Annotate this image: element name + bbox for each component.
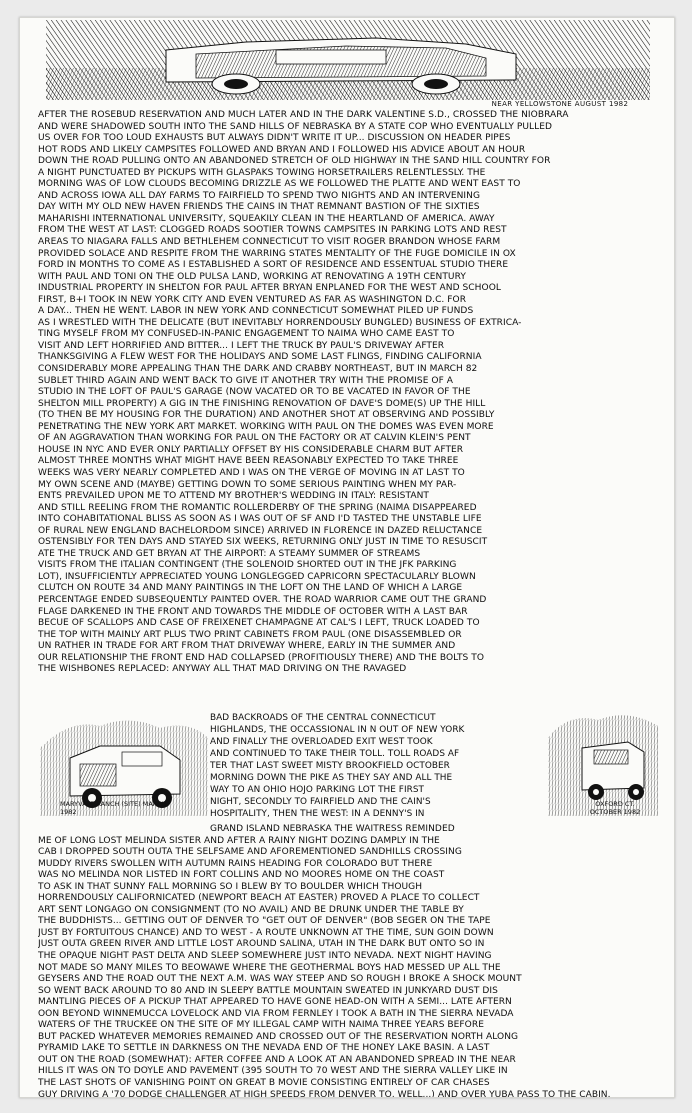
text-line: DOWN THE ROAD PULLING ONTO AN ABANDONED STRETCH OF OLD HIGHWAY IN THE SAND HILL COUNTRY FOR [38,156,551,167]
text-line: THE TOP WITH MAINLY ART PLUS TWO PRINT CABINETS FROM PAUL (ONE DISASSEMBLED OR [38,629,462,640]
text-line: OF RURAL NEW ENGLAND BACHELORDOM SINCE) ARRIVED IN FLORENCE IN DAZED RELUCTANCE [38,525,483,536]
text-line: PERCENTAGE ENDED SUBSEQUENTLY PAINTED OVER. THE ROAD WARRIOR CAME OUT THE GRAND [38,594,487,605]
text-line: VISITS FROM THE ITALIAN CONTINGENT (THE SOLENOID SHORTED OUT IN THE JFK PARKING [38,560,457,571]
text-line: MANTLING PIECES OF A PICKUP THAT APPEARED TO HAVE GONE HEAD-ON WITH A SEMI... LATE AFTERN [38,997,512,1008]
text-line: ME OF LONG LOST MELINDA SISTER AND AFTER A RAINY NIGHT DOZING DAMPLY IN THE [38,835,440,846]
text-line: SHELTON MILL PROPERTY) A GIG IN THE FINISHING RENOVATION OF DAVE'S DOME(S) UP THE HILL [38,398,486,409]
text-line: HOT RODS AND LIKELY CAMPSITES FOLLOWED AND BRYAN AND I FOLLOWED HIS ADVICE ABOUT AN HOUR [38,144,526,155]
text-line: ART SENT LONGAGO ON CONSIGNMENT (TO NO AVAIL) AND BE DRUNK UNDER THE TABLE BY [38,904,464,915]
text-line: WITH PAUL AND TONI ON THE OLD PULSA LAND, WORKING AT RENOVATING A 19TH CENTURY [38,271,466,282]
text-line: OF AN AGGRAVATION THAN WORKING FOR PAUL ON THE FACTORY OR AT CALVIN KLEIN'S PENT [38,433,471,444]
text-block-top [38,110,658,676]
text-line: TING MYSELF FROM MY CONFUSED-IN-PANIC ENGAGEMENT TO NAIMA WHO CAME EAST TO [38,329,455,340]
text-line: THE WISHBONES REPLACED: ANYWAY ALL THAT MAD DRIVING ON THE RAVAGED [38,664,407,675]
text-line: ATE THE TRUCK AND GET BRYAN AT THE AIRPORT: A STEAMY SUMMER OF STREAMS [38,548,421,559]
text-line: GEYSERS AND THE ROAD OUT THE NEXT A.M. WAS WAY STEEP AND SO ROUGH I BROKE A SHOCK MOUNT [38,974,522,985]
header-truck-drawing [46,20,650,100]
text-line: GUY DRIVING A '70 DODGE CHALLENGER AT HIGH SPEEDS FROM DENVER TO, WELL...) AND OVER YUBA PASS TO THE CABIN. [38,1089,611,1098]
text-line: STUDIO IN THE LOFT OF PAUL'S GARAGE (NOW VACATED OR TO BE VACATED IN FAVOR OF THE [38,387,471,398]
text-line: SO WENT BACK AROUND TO 80 AND IN SLEEPY BATTLE MOUNTAIN SWEATED IN JUNKYARD DUST DIS [38,985,498,996]
text-line: MORNING WAS OF LOW CLOUDS BECOMING DRIZZLE AS WE FOLLOWED THE PLATTE AND WENT EAST TO [38,179,521,190]
text-block-middle [210,712,540,820]
text-line: SUBLET THIRD AGAIN AND WENT BACK TO GIVE IT ANOTHER TRY WITH THE PROMISE OF A [38,375,454,386]
text-line: THE OPAQUE NIGHT PAST DELTA AND SLEEP SOMEWHERE JUST INTO NEVADA. NEXT NIGHT HAVING [38,951,492,962]
text-line: FLAGE DARKENED IN THE FRONT AND TOWARDS THE MIDDLE OF OCTOBER WITH A LAST BAR [38,606,468,617]
text-line: WEEKS WAS VERY NEARLY COMPLETED AND I WAS ON THE VERGE OF MOVING IN AT LAST TO [38,467,465,478]
text-line: ALMOST THREE MONTHS WHAT MIGHT HAVE BEEN REASONABLY EXPECTED TO TAKE THREE [38,456,459,467]
text-line: JUST BY FORTUITOUS CHANCE) AND TO WEST - A ROUTE UNKNOWN AT THE TIME, SUN GOIN DOWN [38,927,494,938]
text-line: AND CONTINUED TO TAKE THEIR TOLL. TOLL ROADS AF [210,749,460,759]
text-line: WAS NO MELINDA NOR LISTED IN FORT COLLINS AND NO MOORES HOME ON THE COAST [38,870,445,881]
text-line: NIGHT, SECONDLY TO FAIRFIELD AND THE CAIN'S [210,797,431,807]
left-sketch-caption: MARYVALE RANCH (SITE) MARCH 1982 [60,800,167,816]
text-line: MY OWN SCENE AND (MAYBE) GETTING DOWN TO SOME SERIOUS PAINTING WHEN MY PAR- [38,479,457,490]
text-line: JUST OUTA GREEN RIVER AND LITTLE LOST AROUND SALINA, UTAH IN THE DARK BUT ONTO SO IN [38,939,485,950]
text-line: A NIGHT PUNCTUATED BY PICKUPS WITH GLASPAKS TOWING HORSETRAILERS RELENTLESSLY. THE [38,167,486,178]
text-line: AND WERE SHADOWED SOUTH INTO THE SAND HILLS OF NEBRASKA BY A STATE COP WHO EVENTUALLY PULLED [38,121,552,132]
text-line: GRAND ISLAND NEBRASKA THE WAITRESS REMINDED [210,824,455,834]
text-line: CLUTCH ON ROUTE 34 AND MANY PAINTINGS IN THE LOFT ON THE LAND OF WHICH A LARGE [38,583,463,594]
text-line: PENETRATING THE NEW YORK ART MARKET. WORKING WITH PAUL ON THE DOMES WAS EVEN MORE [38,421,494,432]
text-line: AREAS TO NIAGARA FALLS AND BETHLEHEM CONNECTICUT TO VISIT ROGER BRANDON WHOSE FARM [38,237,501,248]
text-line: AFTER THE ROSEBUD RESERVATION AND MUCH LATER AND IN THE DARK VALENTINE S.D., CROSSED THE NIOBRARA [38,110,569,120]
text-line: OUR RELATIONSHIP THE FRONT END HAD COLLAPSED (PROFITIOUSLY THERE) AND THE BOLTS TO [38,652,485,663]
text-line: DAY WITH MY OLD NEW HAVEN FRIENDS THE CAINS IN THAT REMNANT BASTION OF THE SIXTIES [38,202,480,213]
text-line: CAB I DROPPED SOUTH OUTA THE SELFSAME AND AFOREMENTIONED SANDHILLS CROSSING [38,847,462,858]
text-line: BUT PACKED WHATEVER MEMORIES REMAINED AND CROSSED OUT OF THE RESERVATION NORTH ALONG [38,1031,519,1042]
text-line: AND ACROSS IOWA ALL DAY FARMS TO FAIRFIELD TO SPEND TWO NIGHTS AND AN INTERVENING [38,190,481,201]
header-caption: NEAR YELLOWSTONE AUGUST 1982 [491,100,629,108]
text-line: FIRST, B+I TOOK IN NEW YORK CITY AND EVEN VENTURED AS FAR AS WASHINGTON D.C. FOR [38,294,467,305]
text-line: OON BEYOND WINNEMUCCA LOVELOCK AND VIA FROM FERNLEY I TOOK A BATH IN THE SIERRA NEVADA [38,1008,514,1019]
text-line: HORRENDOUSLY CALIFORNICATED (NEWPORT BEACH AT EASTER) PROVED A PLACE TO COLLECT [38,893,480,904]
text-line: NOT MADE SO MANY MILES TO BEOWAWE WHERE THE GEOTHERMAL BOYS HAD MESSED UP ALL THE [38,962,501,973]
text-line: UN RATHER IN TRADE FOR ART FROM THAT DRIVEWAY WHERE, EARLY IN THE SUMMER AND [38,641,456,652]
text-line: FORD IN MONTHS TO COME AS I ESTABLISHED A SORT OF RESIDENCE AND ESSENTUAL STUDIO THERE [38,260,509,271]
text-line: AND FINALLY THE OVERLOADED EXIT WEST TOOK [210,737,433,747]
right-sketch-caption: OXFORD CT. OCTOBER 1982 [589,800,641,816]
text-line: HIGHLANDS, THE OCCASSIONAL IN N OUT OF NEW YORK [210,725,465,735]
text-line: THANKSGIVING A FLEW WEST FOR THE HOLIDAYS AND SOME LAST FLINGS, FINDING CALIFORNIA [38,352,482,363]
text-line: PYRAMID LAKE TO SETTLE IN DARKNESS ON THE NEVADA END OF THE HONEY LAKE BASIN. A LAST [38,1043,490,1054]
text-line: THE BUDDHISTS... GETTING OUT OF DENVER TO "GET OUT OF DENVER" (BOB SEGER ON THE TAPE [38,916,491,927]
text-line: VISIT AND LEFT HORRIFIED AND BITTER... I LEFT THE TRUCK BY PAUL'S DRIVEWAY AFTER [38,340,445,351]
text-line: MAHARISHI INTERNATIONAL UNIVERSITY, SQUEAKILY CLEAN IN THE HEARTLAND OF AMERICA. AWAY [38,213,495,224]
text-line: MORNING DOWN THE PIKE AS THEY SAY AND ALL THE [210,773,453,783]
text-line: MUDDY RIVERS SWOLLEN WITH AUTUMN RAINS HEADING FOR COLORADO BUT THERE [38,858,433,869]
text-line: HILLS IT WAS ON TO DOYLE AND PAVEMENT (395 SOUTH TO 70 WEST AND THE SIERRA VALLEY LIKE IN [38,1066,508,1077]
text-line: FROM THE WEST AT LAST: CLOGGED ROADS SOOTIER TOWNS CAMPSITES IN PARKING LOTS AND REST [38,225,507,236]
text-line: LOT), INSUFFICIENTLY APPRECIATED YOUNG LONGLEGGED CAPRICORN SPECTACULARLY BLOWN [38,571,476,582]
text-line: OUT ON THE ROAD (SOMEWHAT): AFTER COFFEE AND A LOOK AT AN ABANDONED SPREAD IN THE NEAR [38,1054,516,1065]
text-line: TER THAT LAST SWEET MISTY BROOKFIELD OCTOBER [210,761,450,771]
text-line: THE LAST SHOTS OF VANISHING POINT ON GREAT B MOVIE CONSISTING ENTIRELY OF CAR CHASES [38,1078,490,1089]
text-line: BECUE OF SCALLOPS AND CASE OF FREIXENET CHAMPAGNE AT CAL'S I LEFT, TRUCK LOADED TO [38,618,480,629]
text-line: HOSPITALITY, THEN THE WEST: IN A DENNY'S IN [210,809,425,819]
text-line: WAY TO AN OHIO HOJO PARKING LOT THE FIRST [210,785,425,795]
text-line: OSTENSIBLY FOR TEN DAYS AND STAYED SIX WEEKS, RETURNING ONLY JUST IN TIME TO RESUSCIT [38,537,488,548]
text-line: A DAY... THEN HE WENT. LABOR IN NEW YORK AND CONNECTICUT SOMEWHAT PILED UP FUNDS [38,306,474,317]
text-line: BAD BACKROADS OF THE CENTRAL CONNECTICUT [210,713,436,723]
text-line: US OVER FOR TOO LOUD EXHAUSTS BUT ALWAYS DIDN'T WRITE IT UP... DISCUSSION ON HEADER PIPES [38,133,511,144]
text-line: WATERS OF THE TRUCKEE ON THE SITE OF MY ILLEGAL CAMP WITH NAIMA THREE YEARS BEFORE [38,1020,484,1031]
text-line: INDUSTRIAL PROPERTY IN SHELTON FOR PAUL AFTER BRYAN ENPLANED FOR THE WEST AND SCHOOL [38,283,501,294]
text-line: ENTS PREVAILED UPON ME TO ATTEND MY BROTHER'S WEDDING IN ITALY: RESISTANT [38,491,429,502]
text-line: (TO THEN BE MY HOUSING FOR THE DURATION) AND ANOTHER SHOT AT OBSERVING AND POSSIBLY [38,410,495,421]
text-line: INTO COHABITATIONAL BLISS AS SOON AS I WAS OUT OF SF AND I'D TASTED THE UNSTABLE LIFE [38,514,482,525]
text-line: CONSIDERABLY MORE APPEALING THAN THE DARK AND CRABBY NORTHEAST, BUT IN MARCH 82 [38,364,478,375]
text-line: PROVIDED SOLACE AND RESPITE FROM THE WARRING STATES MENTALITY OF THE FUGE DOMICILE IN OX [38,248,516,259]
text-line: TO ASK IN THAT SUNNY FALL MORNING SO I BLEW BY TO BOULDER WHICH THOUGH [38,881,423,892]
text-line: HOUSE IN NYC AND EVER ONLY PARTIALLY OFFSET BY HIS CONSIDERABLE CHARM BUT AFTER [38,444,464,455]
text-block-bottom [38,824,658,1098]
text-line: AND STILL REELING FROM THE ROMANTIC ROLLERDERBY OF THE SPRING (NAIMA DISAPPEARED [38,502,477,513]
journal-page [19,17,675,1098]
text-line: AS I WRESTLED WITH THE DELICATE (BUT INEVITABLY HORRENDOUSLY BUNGLED) BUSINESS OF EXTRICA- [38,317,522,328]
